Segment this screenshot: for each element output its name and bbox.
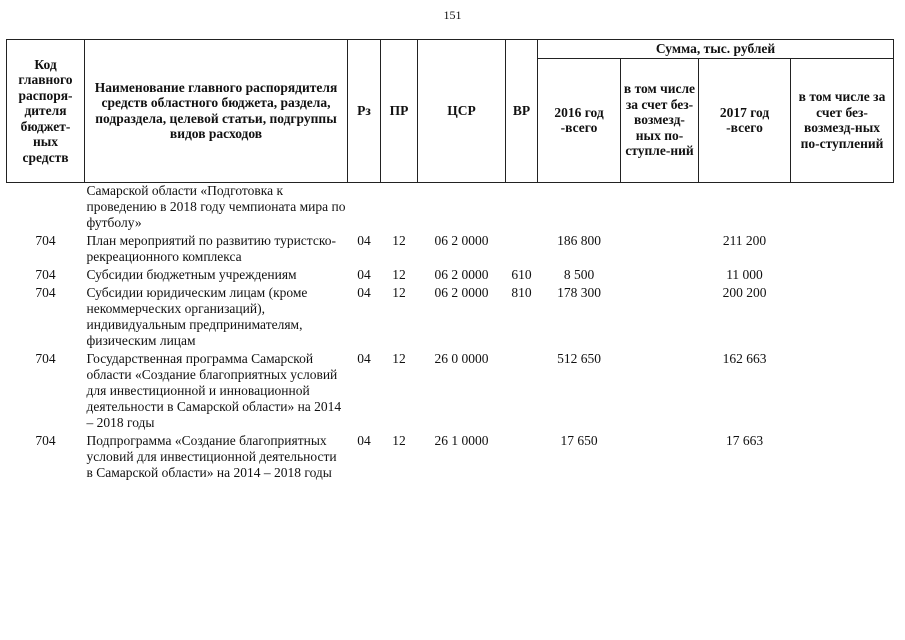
cell-vr (506, 231, 538, 265)
cell-vr: 810 (511, 284, 532, 300)
cell-2017-free (791, 349, 894, 431)
cell-2016-total: 512 650 (557, 350, 601, 366)
cell-2016-total (538, 182, 621, 231)
cell-csr: 06 2 0000 (434, 266, 489, 282)
cell-code: 704 (35, 232, 56, 248)
cell-rz: 04 (357, 232, 371, 248)
header-2017-free: в том числе за счет без-возмезд-ных по-ступлений (791, 58, 894, 182)
cell-vr (506, 431, 538, 481)
header-code: Код главного распоря-дителя бюджет-ных средств (7, 40, 85, 183)
cell-vr: 610 (511, 266, 532, 282)
header-rz: Рз (348, 40, 381, 183)
table-row (7, 283, 894, 349)
cell-pr: 12 (392, 284, 406, 300)
cell-2016-free (621, 182, 699, 231)
table-header (7, 40, 894, 183)
cell-pr: 12 (392, 350, 406, 366)
header-vr: ВР (506, 40, 538, 183)
table-row (7, 349, 894, 431)
cell-csr: 26 0 0000 (434, 350, 489, 366)
cell-pr: 12 (392, 266, 406, 282)
table-row (7, 431, 894, 481)
cell-name: План мероприятий по развитию туристско-рекреационного комплекса (86, 232, 336, 264)
cell-csr: 06 2 0000 (434, 284, 489, 300)
cell-2016-free (621, 431, 699, 481)
cell-pr (381, 182, 418, 231)
cell-name: Самарской области «Подготовка к проведению в 2018 году чемпионата мира по футболу» (86, 182, 346, 230)
header-2016-total: 2016 год -всего (538, 58, 621, 182)
header-name: Наименование главного распорядителя средств областного бюджета, раздела, подраздела, целевой статьи, подгруппы видов расходов (85, 40, 348, 183)
cell-2017-free (791, 182, 894, 231)
table-row (7, 265, 894, 283)
cell-2017-free (791, 283, 894, 349)
cell-2017-total: 211 200 (722, 232, 767, 248)
budget-table (6, 39, 894, 481)
cell-csr (418, 182, 506, 231)
cell-2016-free (621, 231, 699, 265)
cell-code: 704 (35, 266, 56, 282)
cell-2016-total: 178 300 (557, 284, 601, 300)
cell-vr (506, 182, 538, 231)
header-pr: ПР (381, 40, 418, 183)
header-2016-free: в том числе за счет без-возмезд-ных по-ступле-ний (621, 58, 699, 182)
cell-csr: 06 2 0000 (434, 232, 489, 248)
cell-2016-free (621, 349, 699, 431)
cell-2017-total: 162 663 (722, 350, 767, 366)
cell-2016-total: 17 650 (560, 432, 598, 448)
cell-rz: 04 (357, 284, 371, 300)
cell-2017-total: 11 000 (726, 266, 763, 282)
cell-2017-free (791, 231, 894, 265)
cell-rz: 04 (357, 350, 371, 366)
cell-pr: 12 (392, 432, 406, 448)
page-number: 151 (443, 8, 462, 22)
cell-name: Государственная программа Самарской области «Создание благоприятных условий для инвестиционной и инновационной деятельности в Самарской области» на 2014 – 2018 годы (86, 350, 342, 430)
table-row (7, 182, 894, 231)
cell-code (7, 182, 85, 231)
cell-code: 704 (35, 350, 56, 366)
cell-pr: 12 (392, 232, 406, 248)
cell-name: Субсидии бюджетным учреждениям (86, 266, 297, 282)
header-2017-total: 2017 год -всего (699, 58, 791, 182)
cell-2017-total: 17 663 (725, 432, 764, 448)
header-csr: ЦСР (418, 40, 506, 183)
cell-code: 704 (35, 432, 56, 448)
header-sum: Сумма, тыс. рублей (538, 40, 894, 59)
cell-2016-free (621, 283, 699, 349)
cell-2017-free (791, 265, 894, 283)
cell-name: Субсидии юридическим лицам (кроме некоммерческих организаций), индивидуальным предпринимателям, физическим лицам (86, 284, 308, 348)
cell-rz (348, 182, 381, 231)
cell-rz: 04 (357, 266, 371, 282)
cell-rz: 04 (357, 432, 371, 448)
cell-vr (506, 349, 538, 431)
cell-name: Подпрограмма «Создание благоприятных условий для инвестиционной деятельности в Самарской области» на 2014 – 2018 годы (86, 432, 337, 480)
cell-2016-free (621, 265, 699, 283)
cell-2016-total: 8 500 (563, 266, 595, 282)
cell-code: 704 (35, 284, 56, 300)
cell-2017-total: 200 200 (722, 284, 767, 300)
cell-csr: 26 1 0000 (434, 432, 489, 448)
cell-2017-total (699, 182, 791, 231)
cell-2016-total: 186 800 (557, 232, 601, 248)
table-body (7, 182, 894, 481)
table-row (7, 231, 894, 265)
cell-2017-free (791, 431, 894, 481)
